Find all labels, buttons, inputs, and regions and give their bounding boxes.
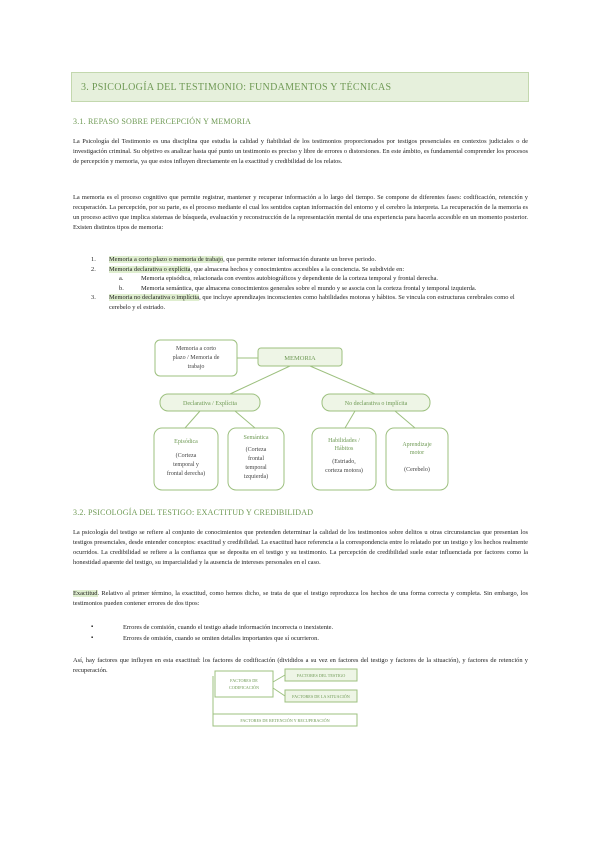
bullet-icon: ▪: [91, 634, 94, 641]
memory-diagram: [140, 338, 470, 498]
list-highlight: Memoria a corto plazo o memoria de trabajo: [109, 256, 224, 263]
accuracy-text: . Relativo al primer término, la exactitud, como hemos dicho, se trata de que el testigo reproduzca los hechos de una forma correcta y completa. Sin embargo, los testimonios pueden contener errores de dos tipos:: [73, 590, 528, 607]
semantic-line-4: izquierda): [243, 474, 269, 480]
habits-line-1: (Estriado,: [332, 459, 356, 465]
motor-learning-box: [386, 428, 448, 490]
bullet-icon: ▪: [91, 624, 94, 630]
episodic-line-1: (Corteza: [175, 453, 197, 459]
memory-types-list: [73, 255, 528, 312]
error-types-list: [73, 623, 528, 644]
habits-line-2: corteza motora): [325, 468, 363, 474]
semantic-line-3: temporal: [245, 465, 267, 471]
episodic-line-2: temporal y: [173, 462, 199, 468]
sublist-item: [73, 284, 528, 294]
short-term-label-1: Memoria a corto: [176, 346, 216, 352]
bullet-item: [73, 634, 528, 644]
list-item: [73, 255, 528, 265]
chapter-title: 3. PSICOLOGÍA DEL TESTIMONIO: FUNDAMENTOS Y TÉCNICAS: [81, 82, 392, 93]
list-number: 1.: [91, 256, 96, 263]
section-heading-3-1: 3.1. REPASO SOBRE PERCEPCIÓN Y MEMORIA: [73, 117, 252, 126]
sublist-text: Memoria episódica, relacionada con eventos autobiográficos y dependiente de la corteza temporal y frontal derecha.: [141, 275, 439, 282]
list-number: 2.: [91, 265, 96, 273]
motor-title-2: motor: [409, 450, 425, 456]
motor-line-1: (Cerebelo): [404, 467, 430, 473]
semantic-line-2: frontal: [248, 456, 264, 462]
list-number: 3.: [91, 294, 96, 301]
list-item: [73, 265, 528, 275]
list-text: , que almacena hechos y conocimientos accesibles a la conciencia. Se subdivide en:: [190, 265, 405, 273]
habits-title-2: Hábitos: [334, 446, 354, 452]
accuracy-highlight: Exactitud: [73, 590, 98, 597]
list-highlight: Memoria no declarativa o implícita: [109, 294, 200, 301]
habits-title-1: Habilidades /: [328, 438, 360, 444]
chapter-title-box: [71, 72, 529, 102]
episodic-line-3: frontal derecha): [166, 471, 206, 477]
witness-factors-label: FACTORES DEL TESTIGO: [296, 673, 346, 678]
short-term-label-2: plazo / Memoria de: [172, 355, 220, 361]
list-text: , que permite retener información durante un breve periodo.: [223, 256, 377, 263]
encoding-label-2: CODIFICACIÓN: [228, 685, 260, 690]
paragraph-accuracy: [73, 589, 528, 609]
retention-factors-label: FACTORES DE RETENCIÓN Y RECUPERACIÓN: [240, 718, 330, 723]
paragraph-factors: Así, hay factores que influyen en esta exactitud: los factores de codificación (divididos a su vez en factores del testigo y factores de la situación), y factores de retención y recuperación.: [73, 657, 528, 674]
semantic-line-1: (Corteza: [245, 447, 267, 453]
sublist-text: Memoria semántica, que almacena conocimientos generales sobre el mundo y se asocia con la corteza frontal y temporal izquierda.: [141, 284, 477, 292]
sublist-letter: a.: [119, 275, 124, 282]
semantic-title: Semántica: [243, 435, 269, 441]
non-declarative-label: No declarativa o implícita: [344, 401, 408, 407]
sublist-item: [73, 274, 528, 284]
paragraph-intro: La Psicología del Testimonio es una disciplina que estudia la calidad y fiabilidad de los testimonios proporcionados por testigos presenciales en contextos judiciales o de investigación criminal. Su objetivo es analizar hasta qué punto un testimonio es preciso y libre de errores o distorsiones. En este ámbito, es fundamental comprender los procesos de percepción y memoria, ya que estos influyen directamente en la exactitud y credibilidad de los relatos.: [73, 138, 528, 165]
list-item: [73, 293, 528, 312]
bullet-text: Errores de omisión, cuando se omiten detalles importantes que sí ocurrieron.: [123, 634, 319, 642]
declarative-label: Declarativa / Explícita: [183, 401, 237, 407]
paragraph-witness-psychology: La psicología del testigo se refiere al conjunto de conocimientos que pretenden determinar la calidad de los testimonios sobre delitos u otras circunstancias que presentan los testigos presenciales, desde entender conceptos: exactitud y credibilidad. La exactitud hace referencia a la correspondencia entre lo relatado por un testigo y los hechos realmente ocurridos. La credibilidad se refiere a la confianza que se deposita en el testigo y su testimonio. La percepción de credibilidad suele estar influenciada por factores como la honestidad aparente del testigo, su imparcialidad y la ausencia de intereses personales en el caso.: [73, 529, 528, 566]
paragraph-memory: La memoria es el proceso cognitivo que permite registrar, mantener y recuperar información a lo largo del tiempo. Se compone de diferentes fases: codificación, retención y recuperación. La percepción, por su parte, es el proceso mediante el cual los sentidos captan información del entorno y el cerebro la interpreta. La recuperación de la memoria es un proceso activo que implica sistemas de búsqueda, evaluación y reconstrucción de la representación mental de una experiencia para hacerla accesible en un momento posterior. Existen distintos tipos de memoria:: [73, 194, 528, 231]
bullet-item: [73, 623, 528, 633]
sublist-letter: b.: [119, 284, 124, 292]
short-term-label-3: trabajo: [187, 364, 205, 370]
bullet-text: Errores de comisión, cuando el testigo añade información incorrecta o inexistente.: [123, 624, 334, 631]
episodic-box: [154, 428, 218, 490]
list-highlight: Memoria declarativa o explícita: [109, 265, 191, 273]
list-text: , que incluye aprendizajes inconscientes como habilidades motoras y hábitos. Se vincula con estructuras cerebrales como el cerebelo y el estriado.: [109, 294, 515, 311]
memoria-label: MEMORIA: [284, 355, 316, 362]
episodic-title: Episódica: [174, 439, 198, 445]
encoding-label-1: FACTORES DE: [230, 678, 258, 683]
encoding-factors-diagram: [195, 668, 370, 734]
situation-factors-label: FACTORES DE LA SITUACIÓN: [292, 694, 350, 699]
section-heading-3-2: 3.2. PSICOLOGÍA DEL TESTIGO: EXACTITUD Y CREDIBILIDAD: [73, 508, 314, 517]
encoding-factors-box: [215, 671, 273, 697]
motor-title-1: Aprendizaje: [402, 442, 432, 448]
